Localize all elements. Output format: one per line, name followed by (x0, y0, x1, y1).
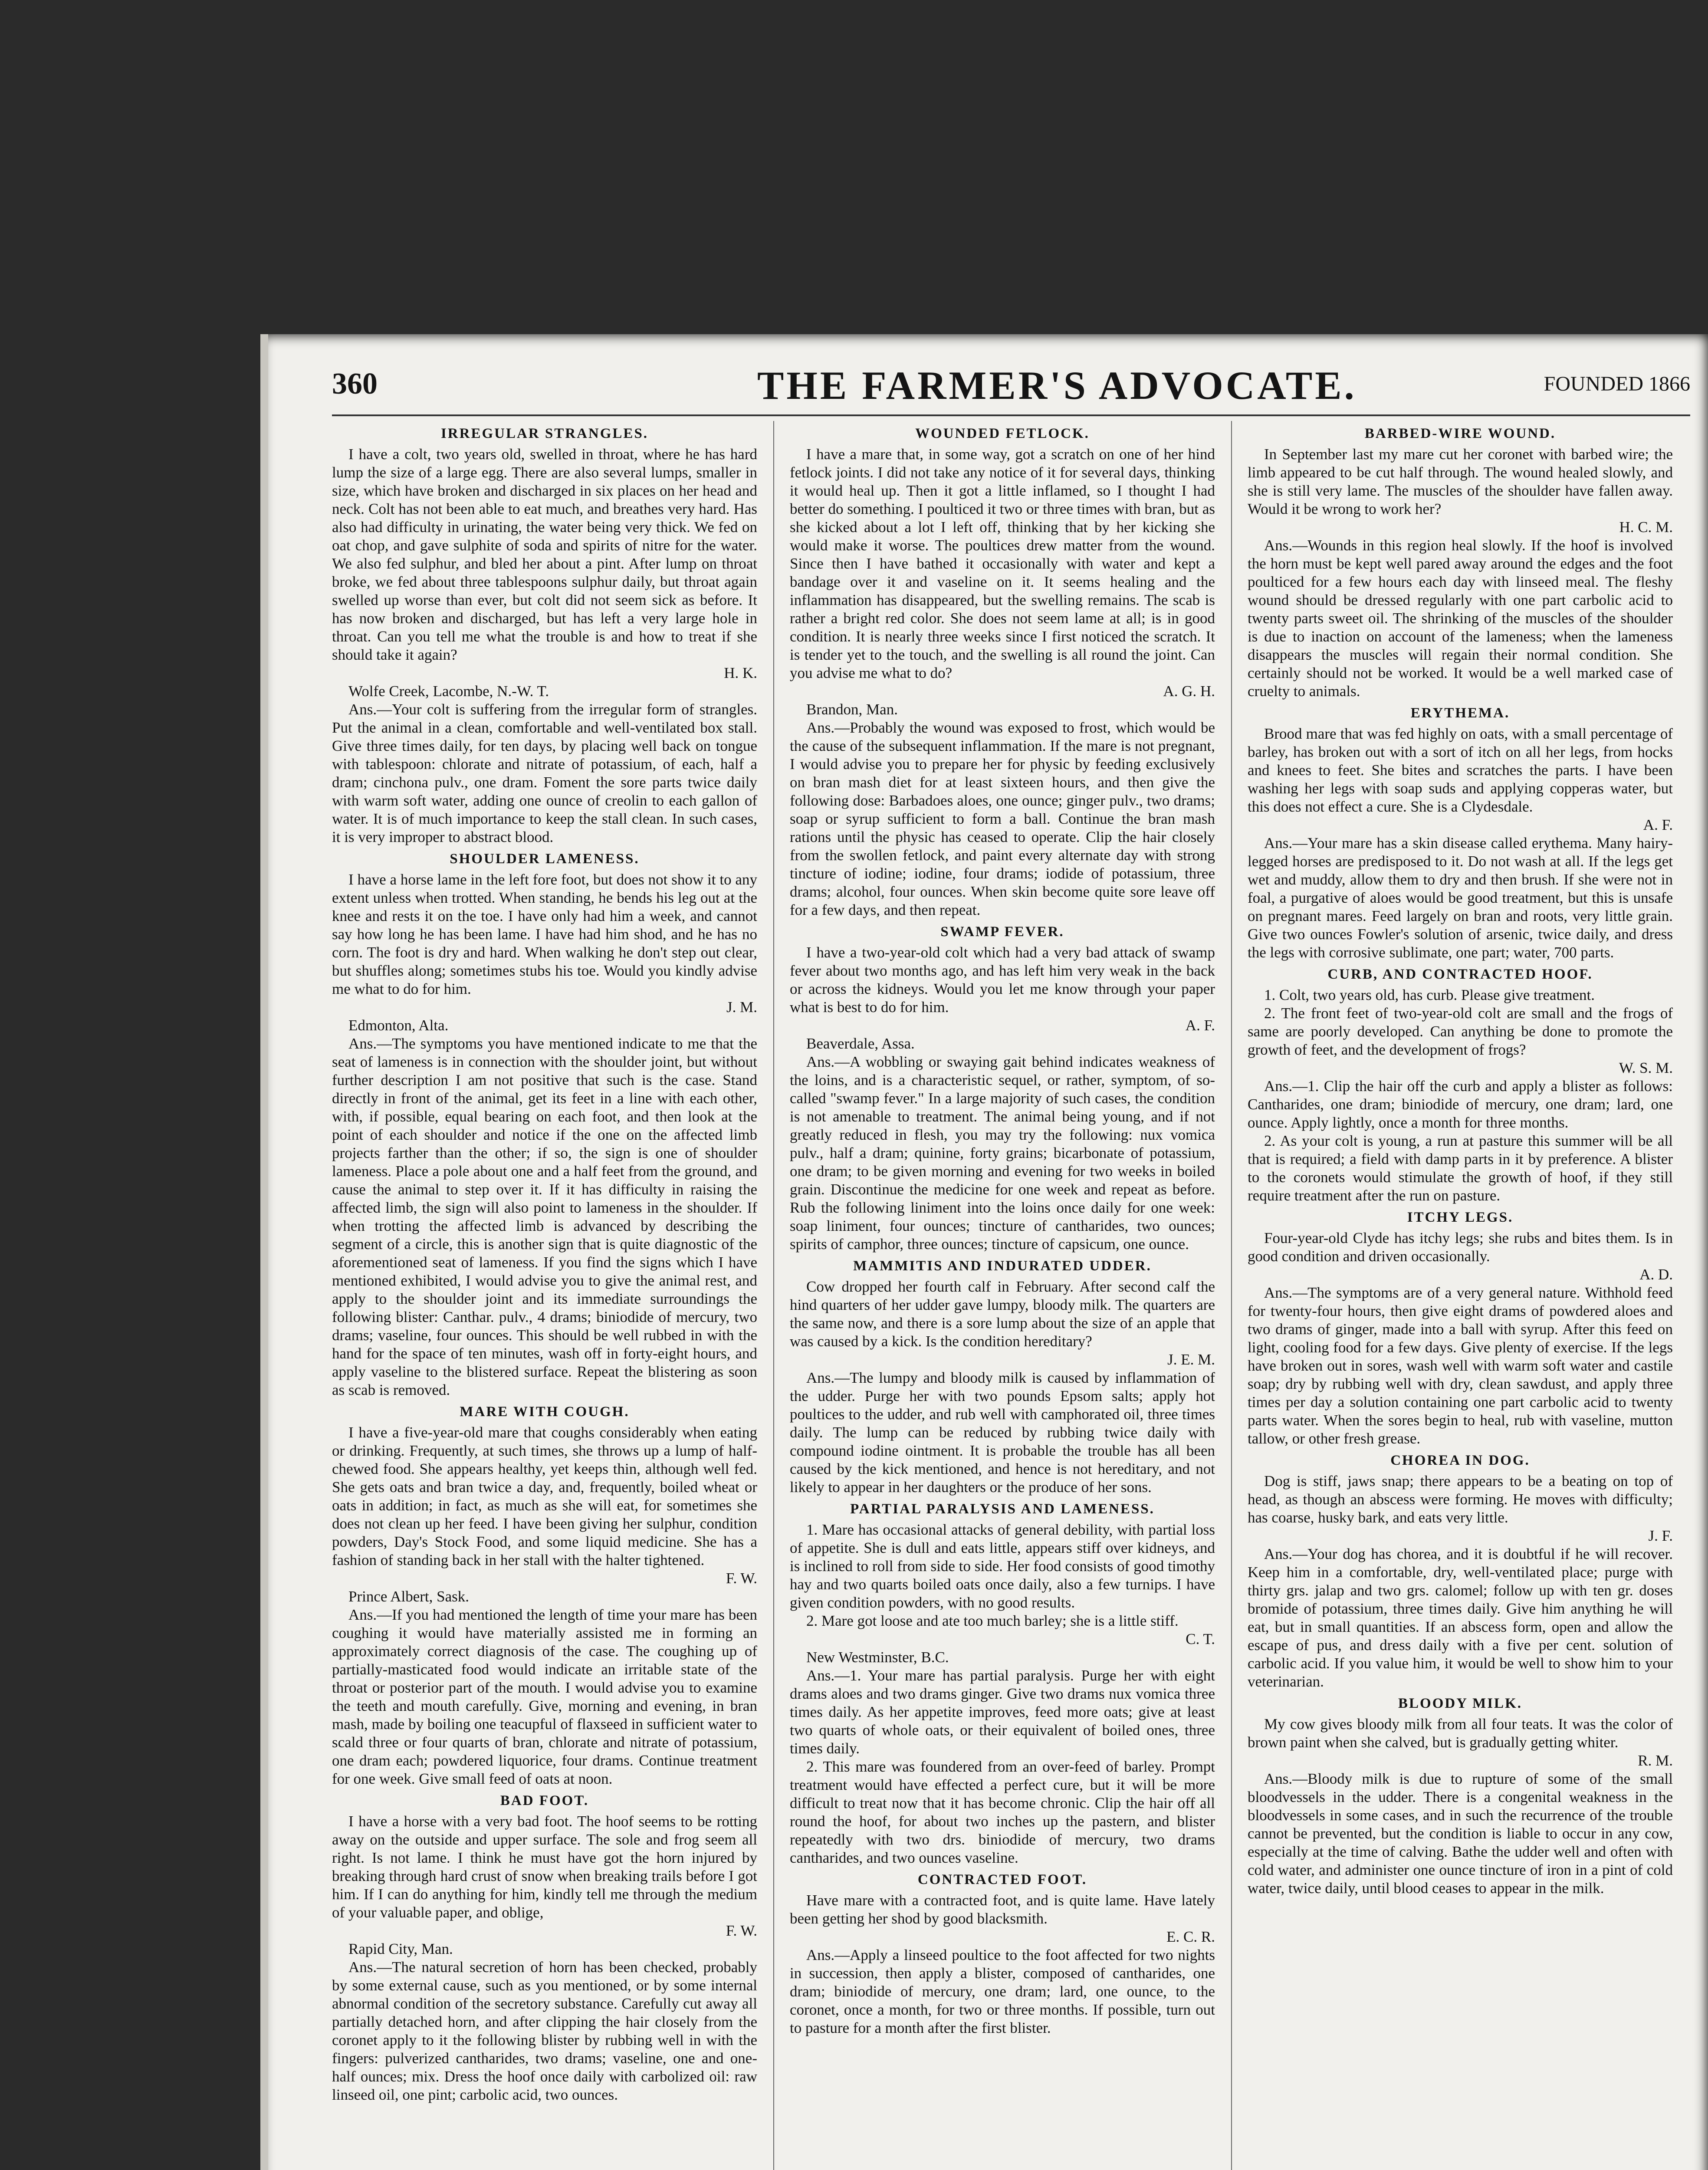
paragraph: I have a five-year-old mare that coughs considerably when eating or drinking. Frequently, at such times, she throws up a lump of half-chewed food. She appears healthy, yet keeps thin, although well fed. She gets oats and bran twice a day, and, frequently, boiled wheat or oats in addition; in fact, as much as she will eat, for sometimes she does not clean up her feed. I have been giving her sulphur, condition powders, Day's Stock Food, and some liquid medicine. She has a fashion of standing back in her stall with the halter tightened. (332, 1424, 757, 1568)
paragraph: Ans.—Probably the wound was exposed to frost, which would be the cause of the subsequent inflammation. If the mare is not pregnant, I would advise you to prepare her for physic by feeding exclusively on bran mash diet for at least sixteen hours, and then give the following dose: Barbadoes aloes, one ounce; ginger pulv., two drams; soap or syrup sufficient to form a ball. Continue the bran mash rations until the physic has ceased to operate. Clip the hair closely from the swollen fetlock, and paint every alternate day with strong tincture of iodine; iodine, four drams; iodide of potassium, three drams; alcohol, four ounces. When skin become quite sore leave off for a few days, and then repeat. (790, 719, 1215, 918)
signature: A. D. (1639, 1266, 1673, 1283)
paragraph: Ans.—A wobbling or swaying gait behind indicates weakness of the loins, and is a characteristic sequel, or rather, symptom, of so-called "swamp fever." In a large majority of such cases, the condition is not amenable to treatment. The animal being young, and if not greatly reduced in flesh, you may try the following: nux vomica pulv., half a dram; quinine, forty grains; bicarbonate of potassium, one dram; to be given morning and evening for two weeks in boiled grain. Discontinue the medicine for one week and repeat as before. Rub the following liniment into the loins once daily for one week: soap liniment, four ounces; tincture of cantharides, two ounces; spirits of camphor, three ounces; tincture of capsicum, one ounce. (790, 1053, 1215, 1253)
signature: J. E. M. (1167, 1351, 1215, 1368)
paragraph: Four-year-old Clyde has itchy legs; she rubs and bites them. Is in good condition and driven occasionally. (1248, 1230, 1673, 1265)
signature: F. W. (726, 1570, 757, 1587)
article-heading: MAMMITIS AND INDURATED UDDER. (853, 1258, 1152, 1274)
paragraph: I have a colt, two years old, swelled in throat, where he has hard lump the size of a large egg. There are also several lumps, smaller in size, which have broken and discharged in six places on her head and neck. Colt has not been able to eat much, and breathes very hard. Has also had difficulty in urinating, the water being very thick. We fed on oat chop, and gave sulphite of soda and spirits of nitre for the water. We also fed sulphur, and bled her about a pint. After lump on throat broke, we fed about three tablespoons sulphur daily, but throat again swelled up worse than ever, but colt did not seem sick as before. It has now broken and discharged, but has left a very large hole in throat. Can you tell me what the trouble is and how to treat if she should take it again? (332, 446, 757, 663)
article-column-1 (332, 421, 757, 2170)
article-heading: SHOULDER LAMENESS. (450, 851, 640, 867)
article-heading: MARE WITH COUGH. (460, 1404, 630, 1420)
paragraph: Ans.—Apply a linseed poultice to the foot affected for two nights in succession, then apply a blister, composed of cantharides, one dram; biniodide of mercury, one dram; lard, one ounce, to the coronet, once a month, for two or three months. If possible, turn out to pasture for a month after the first blister. (790, 1946, 1215, 2036)
paragraph: 2. Mare got loose and ate too much barley; she is a little stiff. (806, 1612, 1179, 1629)
article-heading: SWAMP FEVER. (940, 924, 1064, 940)
paragraph: I have a horse lame in the left fore foot, but does not show it to any extent unless when trotted. When standing, he bends his leg out at the knee and rests it on the toe. I have only had him a week, and cannot say how long he has been lame. I have had him shod, and he has no corn. The foot is dry and hard. When walking he don't step out clear, but shuffles along; sometimes stubs his toe. Would you kindly advise me what to do for him. (332, 871, 757, 997)
article-heading: CHOREA IN DOG. (1390, 1453, 1530, 1468)
column-divider (1231, 421, 1232, 2170)
dateline-place: Wolfe Creek, Lacombe, N.-W. T. (348, 683, 549, 700)
newspaper-page (260, 334, 1708, 2170)
dateline-place: Beaverdale, Assa. (806, 1035, 915, 1052)
signature: A. F. (1185, 1017, 1215, 1034)
paragraph: Ans.—The symptoms you have mentioned indicate to me that the seat of lameness is in connection with the shoulder joint, but without further description I am not positive that such is the case. Stand directly in front of the animal, get its feet in a line with each other, with, if possible, equal bearing on each foot, and then look at the point of each shoulder and notice if the one on the affected limb projects farther than the other; if so, the sign is one of shoulder lameness. Place a pole about one and a half feet from the ground, and cause the animal to step over it. If it has difficulty in raising the affected limb, the sign will also point to lameness in the shoulder. If when trotting the affected limb is advanced by describing the segment of a circle, this is another sign that is quite diagnostic of the aforementioned seat of lameness. If you find the signs which I have mentioned exhibited, I would advise you to give the animal rest, and apply to the shoulder joint and its immediate surroundings the following blister: Canthar. pulv., 4 drams; biniodide of mercury, two drams; vaseline, four ounces. This should be well rubbed in with the hand for the space of ten minutes, wash off in forty-eight hours, and apply vaseline to the blistered surface. Repeat the blistering as soon as scab is removed. (332, 1035, 757, 1398)
paragraph: Ans.—Your mare has a skin disease called erythema. Many hairy-legged horses are predisposed to it. Do not wash at all. If the legs get wet and muddy, allow them to dry and then brush. If she were not in foal, a purgative of aloes would be good treatment, but this is unsafe on pregnant mares. Feed largely on bran and roots, very little grain. Give two ounces Fowler's solution of arsenic, twice daily, and dress the legs with corrosive sublimate, one part; water, 700 parts. (1248, 835, 1673, 961)
signature: H. K. (724, 664, 757, 681)
paragraph: Have mare with a contracted foot, and is quite lame. Have lately been getting her shod by good blacksmith. (790, 1892, 1215, 1927)
article-heading: BAD FOOT. (500, 1793, 589, 1808)
page-number: 360 (332, 367, 378, 401)
article-heading: CONTRACTED FOOT. (917, 1872, 1087, 1887)
signature: J. F. (1648, 1527, 1673, 1544)
paragraph: 2. As your colt is young, a run at pasture this summer will be all that is required; a field with damp parts in it by preference. A blister to the coronets would stimulate the growth of hoof, if they still require treatment after the run on pasture. (1248, 1132, 1673, 1204)
paragraph: Cow dropped her fourth calf in February. After second calf the hind quarters of her udder gave lumpy, bloody milk. The quarters are the same now, and there is a sore lump about the size of an apple that was caused by a kick. Is the condition hereditary? (790, 1278, 1215, 1350)
paragraph: Dog is stiff, jaws snap; there appears to be a beating on top of head, as though an abscess were forming. He moves with difficulty; has coarse, husky bark, and eats very little. (1248, 1473, 1673, 1526)
article-heading: ERYTHEMA. (1410, 705, 1510, 721)
founded-line: FOUNDED 1866 (1544, 372, 1690, 395)
signature: H. C. M. (1619, 519, 1673, 536)
paragraph: Ans.—Your colt is suffering from the irregular form of strangles. Put the animal in a clean, comfortable and well-ventilated box stall. Give three times daily, for ten days, by placing well back on tongue with tablespoon: chlorate and nitrate of potassium, of each, half a dram; cinchona pulv., one dram. Foment the sore parts twice daily with warm soft water, adding one ounce of creolin to each gallon of water. It is of much importance to keep the stall clean. In such cases, it is very improper to abstract blood. (332, 701, 757, 845)
dateline-place: New Westminster, B.C. (806, 1649, 949, 1666)
paragraph: Ans.—Your dog has chorea, and it is doubtful if he will recover. Keep him in a comfortable, dry, well-ventilated place; purge with thirty grs. jalap and two grs. calomel; follow up with ten gr. doses bromide of potassium, three times daily. Give him anything he will eat, but in small quantities. If an abscess form, open and allow the escape of pus, and dress daily with a five per cent. solution of carbolic acid. If you value him, it would be well to show him to your veterinarian. (1248, 1545, 1673, 1690)
signature: W. S. M. (1619, 1059, 1673, 1076)
dateline-place: Prince Albert, Sask. (348, 1588, 470, 1605)
dateline-place: Edmonton, Alta. (348, 1017, 449, 1034)
paragraph: Ans.—Bloody milk is due to rupture of some of the small bloodvessels in the udder. There is a congenital weakness in the bloodvessels in some cases, and in such the recurrence of the trouble cannot be prevented, but the condition is liable to occur in any cow, especially at the time of calving. Bathe the udder well and often with cold water, and administer one ounce tincture of iron in a pint of cold water, twice daily, until blood ceases to appear in the milk. (1248, 1770, 1673, 1897)
paragraph: My cow gives bloody milk from all four teats. It was the color of brown paint when she calved, but is gradually getting whiter. (1248, 1716, 1673, 1751)
signature: C. T. (1186, 1631, 1215, 1647)
paragraph: Ans.—The symptoms are of a very general nature. Withhold feed for twenty-four hours, then give eight drams of powdered aloes and two drams of ginger, made into a ball with syrup. After this feed on light, cooling food for a few days. Give plenty of exercise. If the legs have broken out in sores, wash well with warm soft water and castile soap; dry by rubbing well with dry, clean sawdust, and apply three times per day a solution containing one part carbolic acid to twenty parts water. When the sores begin to heal, rub with vaseline, mutton tallow, or other fresh grease. (1248, 1284, 1673, 1447)
paragraph: In September last my mare cut her coronet with barbed wire; the limb appeared to be cut half through. The wound healed slowly, and she is still very lame. The muscles of the shoulder have fallen away. Would it be wrong to work her? (1248, 446, 1673, 517)
paragraph: 1. Mare has occasional attacks of general debility, with partial loss of appetite. She is dull and eats little, appears stiff over kidneys, and is inclined to roll from side to side. Her food consists of good timothy hay and two quarts boiled oats once daily, also a few turnips. I have given condition powders, with no good results. (790, 1521, 1215, 1611)
paragraph: I have a two-year-old colt which had a very bad attack of swamp fever about two months ago, and has left him very weak in the back or across the kidneys. Would you let me know through your paper what is best to do for him. (790, 944, 1215, 1016)
paragraph: Ans.—Wounds in this region heal slowly. If the hoof is involved the horn must be kept well pared away around the edges and the foot poulticed for a few hours each day with linseed meal. The fleshy wound should be dressed regularly with one part carbolic acid to twenty parts sweet oil. The shrinking of the muscles of the shoulder is due to inaction on account of the lameness; when the lameness disappears the muscles will regain their normal condition. She certainly should not be worked. It would be a well marked case of cruelty to animals. (1248, 537, 1673, 700)
paragraph: Brood mare that was fed highly on oats, with a small percentage of barley, has broken out with a sort of itch on all her legs, from hocks and knees to feet. She bites and scratches the parts. I have been washing her legs with soap suds and applying copperas water, but this does not effect a cure. She is a Clydesdale. (1248, 725, 1673, 815)
signature: A. G. H. (1163, 683, 1215, 700)
page-edge (260, 334, 268, 2170)
article-column-3 (1248, 421, 1673, 2170)
signature: F. W. (726, 1922, 757, 1939)
signature: A. F. (1643, 816, 1673, 833)
page-header (332, 363, 1690, 414)
paragraph: 2. This mare was foundered from an over-feed of barley. Prompt treatment would have effected a perfect cure, but it will be more difficult to treat now that it has become chronic. Clip the hair off all round the hoof, for about two inches up the pastern, and blister repeatedly with two drs. biniodide of mercury, two drams cantharides, and two ounces vaseline. (790, 1758, 1215, 1866)
signature: R. M. (1638, 1752, 1673, 1769)
paragraph: Ans.—1. Your mare has partial paralysis. Purge her with eight drams aloes and two drams ginger. Give two drams nux vomica three times daily. As her appetite improves, feed more oats; give at least two quarts of whole oats, or their equivalent of boiled ones, three times daily. (790, 1667, 1215, 1757)
paragraph: Ans.—If you had mentioned the length of time your mare has been coughing it would have materially assisted me in forming an approximately correct diagnosis of the case. The coughing up of partially-masticated food would indicate an irritable state of the throat or posterior part of the mouth. I would advise you to examine the teeth and mouth carefully. Give, morning and evening, in bran mash, made by boiling one teacupful of flaxseed in sufficient water to scald three or four quarts of bran, chlorate and nitrate of potassium, one dram each; powdered liquorice, four drams. Continue treatment for one week. Give small feed of oats at noon. (332, 1606, 757, 1787)
article-heading: BARBED-WIRE WOUND. (1364, 426, 1556, 441)
article-heading: ITCHY LEGS. (1407, 1210, 1514, 1225)
article-column-2 (790, 421, 1215, 2170)
masthead-title: THE FARMER'S ADVOCATE. (757, 363, 1357, 408)
column-divider (773, 421, 774, 2170)
paragraph: 1. Colt, two years old, has curb. Please give treatment. (1264, 986, 1595, 1003)
dateline-place: Rapid City, Man. (348, 1940, 453, 1957)
article-heading: WOUNDED FETLOCK. (915, 426, 1090, 441)
article-heading: PARTIAL PARALYSIS AND LAMENESS. (850, 1501, 1155, 1517)
paragraph: 2. The front feet of two-year-old colt are small and the frogs of same are poorly developed. Can anything be done to promote the growth of feet, and the development of frogs? (1248, 1005, 1673, 1058)
dateline-place: Brandon, Man. (806, 701, 898, 718)
header-rule (332, 414, 1690, 416)
article-heading: IRREGULAR STRANGLES. (440, 426, 649, 441)
paragraph: Ans.—The natural secretion of horn has been checked, probably by some external cause, such as you mentioned, or by some internal abnormal condition of the secretory substance. Carefully cut away all partially detached horn, and after clipping the hair closely from the coronet apply to it the following blister by rubbing well in with the fingers: pulverized cantharides, two drams; vaseline, one and one-half ounces; mix. Dress the hoof once daily with carbolized oil: raw linseed oil, one pint; carbolic acid, two ounces. (332, 1959, 757, 2103)
article-heading: CURB, AND CONTRACTED HOOF. (1327, 967, 1593, 982)
signature: J. M. (726, 999, 757, 1016)
paragraph: I have a horse with a very bad foot. The hoof seems to be rotting away on the outside and upper surface. The sole and frog seem all right. Is not lame. I think he must have got the horn injured by breaking through hard crust of snow when breaking trails before I got him. If I can do anything for him, kindly tell me through the medium of your valuable paper, and oblige, (332, 1813, 757, 1921)
signature: E. C. R. (1166, 1928, 1215, 1945)
paragraph: I have a mare that, in some way, got a scratch on one of her hind fetlock joints. I did not take any notice of it for several days, thinking it would heal up. Then it got a little inflamed, so I thought I had better do something. I poulticed it two or three times with bran, but as she kicked about a lot I left off, thinking that by her kicking she would make it worse. The poultices drew matter from the wound. Since then I have bathed it occasionally with water and kept a bandage over it and vaseline on it. It seems healing and the inflammation has disappeared, but the swelling remains. The scab is rather a bright red color. She does not seem lame at all; is in good condition. It is nearly three weeks since I first noticed the scratch. It is tender yet to the touch, and the swelling is all round the joint. Can you advise me what to do? (790, 446, 1215, 681)
paragraph: Ans.—The lumpy and bloody milk is caused by inflammation of the udder. Purge her with two pounds Epsom salts; apply hot poultices to the udder, and rub well with camphorated oil, three times daily. The lump can be reduced by rubbing twice daily with compound iodine ointment. It is probable the trouble has all been caused by the kick mentioned, and hence is not hereditary, and not likely to appear in her daughters or the produce of her sons. (790, 1369, 1215, 1496)
article-heading: BLOODY MILK. (1398, 1696, 1522, 1711)
paragraph: Ans.—1. Clip the hair off the curb and apply a blister as follows: Cantharides, one dram; biniodide of mercury, one dram; lard, one ounce. Apply lightly, once a month for three months. (1248, 1078, 1673, 1131)
